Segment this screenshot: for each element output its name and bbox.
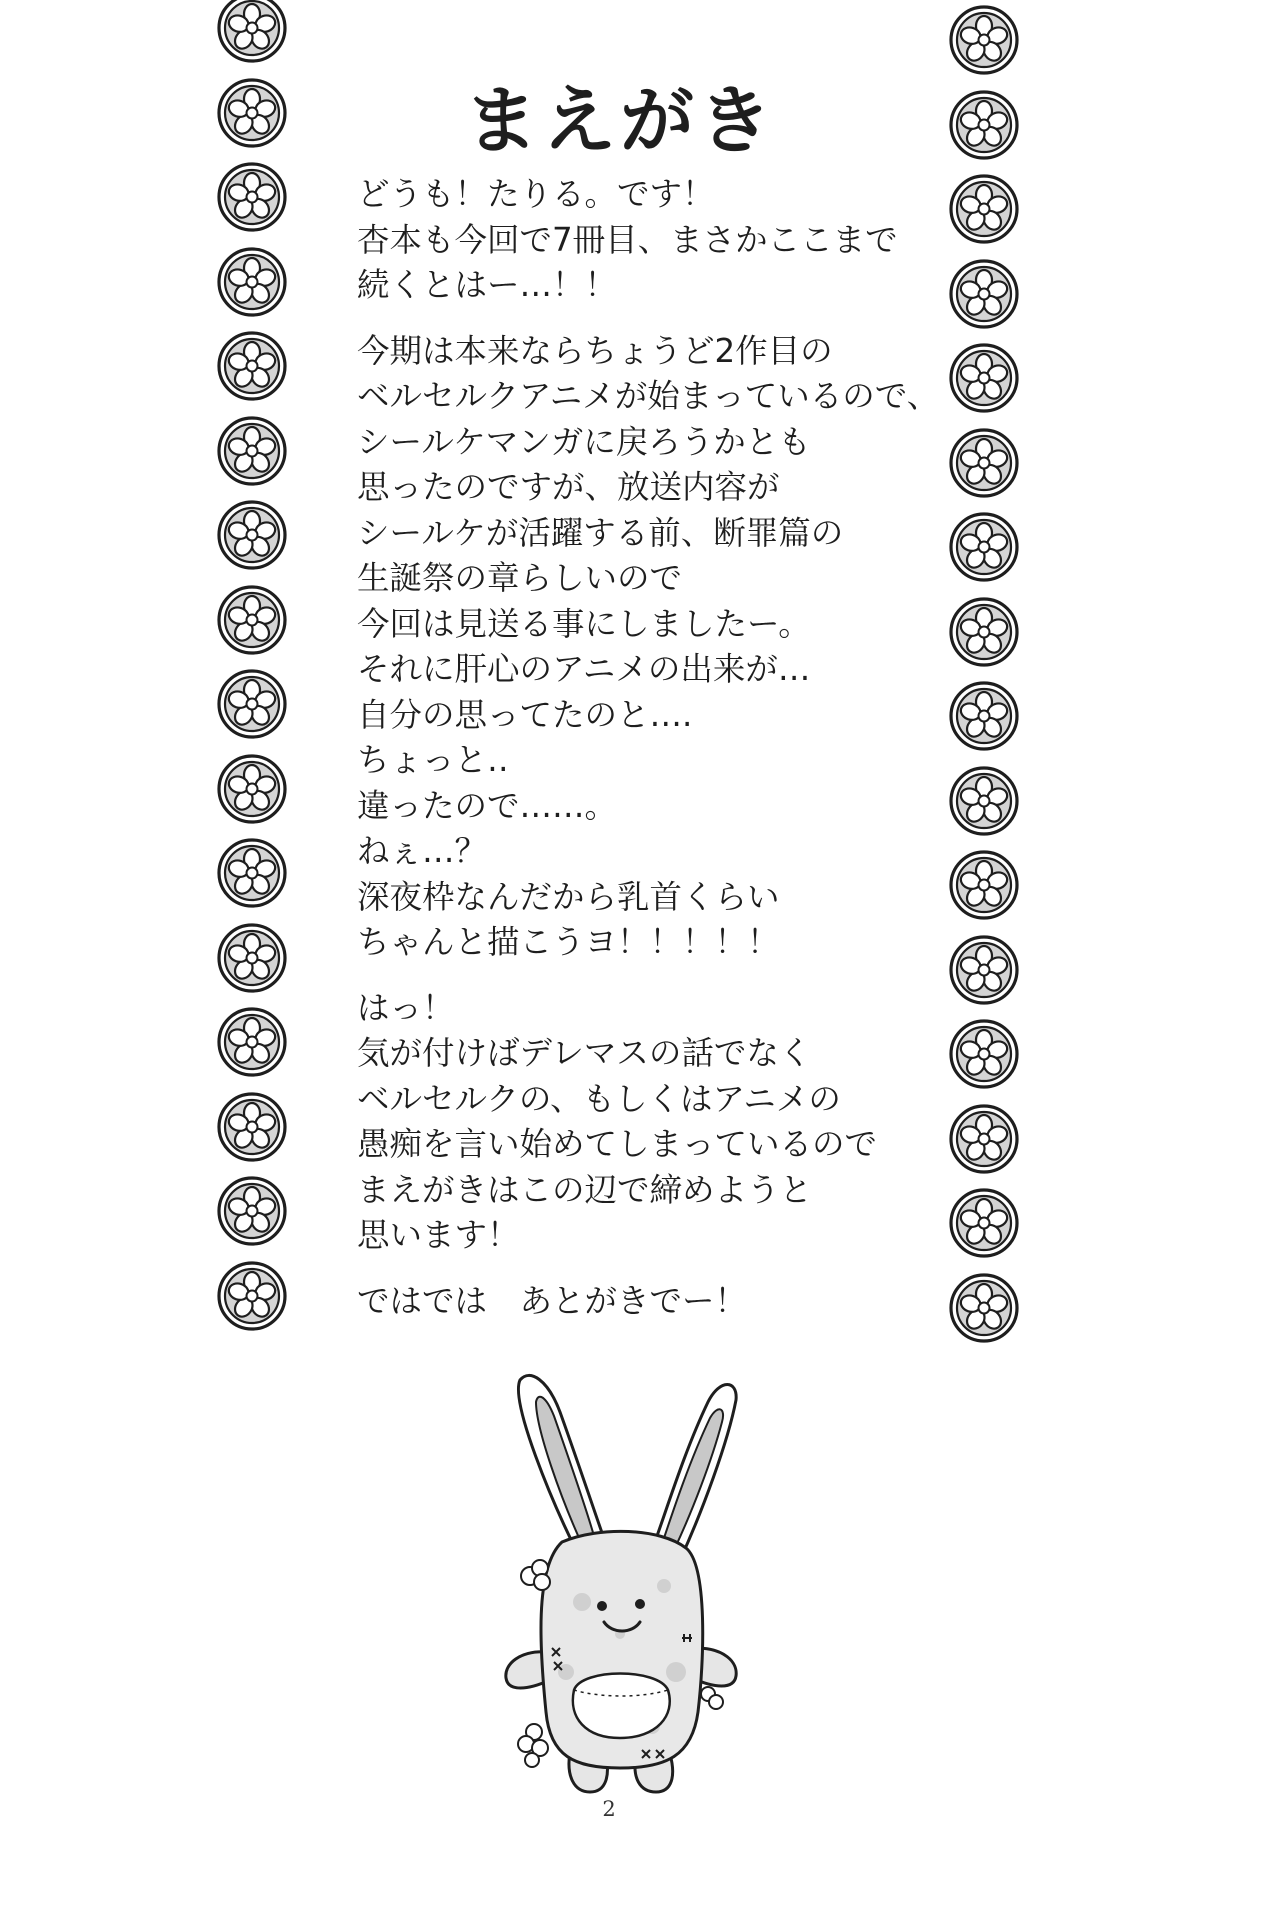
paragraph-greeting bbox=[357, 172, 917, 309]
flower-icon bbox=[948, 849, 1020, 921]
text-line: ではでは あとがきでー！ bbox=[357, 1281, 748, 1320]
flower-icon bbox=[216, 499, 288, 571]
flower-icon bbox=[948, 342, 1020, 414]
paragraph-closing bbox=[357, 986, 917, 1259]
page-title: まえがき bbox=[464, 78, 776, 164]
flower-icon bbox=[216, 753, 288, 825]
text-line: まえがきはこの辺で締めようと bbox=[357, 1170, 813, 1209]
flower-icon bbox=[948, 511, 1020, 583]
text-line: 違ったので……。 bbox=[357, 786, 618, 825]
flower-icon bbox=[216, 668, 288, 740]
flower-icon bbox=[216, 330, 288, 402]
text-line: 深夜枠なんだから乳首くらい bbox=[357, 877, 780, 916]
flower-icon bbox=[216, 0, 288, 64]
flower-icon bbox=[948, 427, 1020, 499]
text-line: 気が付けばデレマスの話でなく bbox=[357, 1034, 812, 1072]
flower-icon bbox=[948, 258, 1020, 330]
flower-icon bbox=[948, 173, 1020, 245]
text-line: 思ったのですが、放送内容が bbox=[357, 468, 780, 506]
flower-icon bbox=[216, 1260, 288, 1332]
text-line: 続くとはー…！！ bbox=[357, 266, 618, 304]
flower-icon bbox=[216, 161, 288, 233]
paragraph-farewell bbox=[357, 1279, 917, 1325]
text-line: 今回は見送る事にしましたー。 bbox=[357, 604, 811, 643]
text-line: 愚痴を言い始めてしまっているので bbox=[357, 1125, 878, 1163]
text-line: シールケが活躍する前、断罪篇の bbox=[357, 513, 844, 552]
text-line: ちゃんと描こうヨ！！！！！ bbox=[357, 923, 780, 961]
rabbit-plush-illustration bbox=[470, 1372, 770, 1802]
flower-icon bbox=[216, 922, 288, 994]
foreword-body bbox=[357, 172, 940, 1344]
flower-icon bbox=[216, 837, 288, 909]
flower-icon bbox=[948, 1272, 1020, 1344]
text-line: ベルセルクアニメが始まっているので、 bbox=[357, 377, 940, 415]
flower-icon bbox=[948, 934, 1020, 1006]
flower-icon bbox=[216, 246, 288, 318]
text-line: ちょっと‥ bbox=[357, 741, 509, 779]
text-line: どうも！たりる。です！ bbox=[357, 175, 715, 213]
text-line: 杏本も今回で7冊目、まさかここまで bbox=[357, 220, 898, 259]
page-number: 2 bbox=[602, 1797, 616, 1821]
text-line: シールケマンガに戻ろうかとも bbox=[357, 422, 811, 461]
flower-icon bbox=[948, 1187, 1020, 1259]
flower-icon bbox=[216, 1091, 288, 1163]
text-line: はっ！ bbox=[357, 988, 455, 1027]
flower-icon bbox=[948, 1018, 1020, 1090]
flower-icon bbox=[948, 1103, 1020, 1175]
text-line: 自分の思ってたのと…. bbox=[357, 695, 693, 734]
paragraph-anime bbox=[357, 329, 940, 966]
text-line: 今期は本来ならちょうど2作目の bbox=[357, 331, 833, 370]
flower-icon bbox=[948, 765, 1020, 837]
flower-icon bbox=[216, 584, 288, 656]
text-line: 思います！ bbox=[357, 1216, 520, 1254]
text-line: ベルセルクの、もしくはアニメの bbox=[357, 1079, 841, 1118]
flower-icon bbox=[216, 1006, 288, 1078]
flower-icon bbox=[948, 596, 1020, 668]
text-line: ねぇ…？ bbox=[357, 832, 488, 870]
flower-icon bbox=[216, 1175, 288, 1247]
text-line: それに肝心のアニメの出来が… bbox=[357, 650, 811, 688]
flower-icon bbox=[948, 680, 1020, 752]
text-line: 生誕祭の章らしいので bbox=[357, 559, 683, 597]
flower-icon bbox=[216, 415, 288, 487]
